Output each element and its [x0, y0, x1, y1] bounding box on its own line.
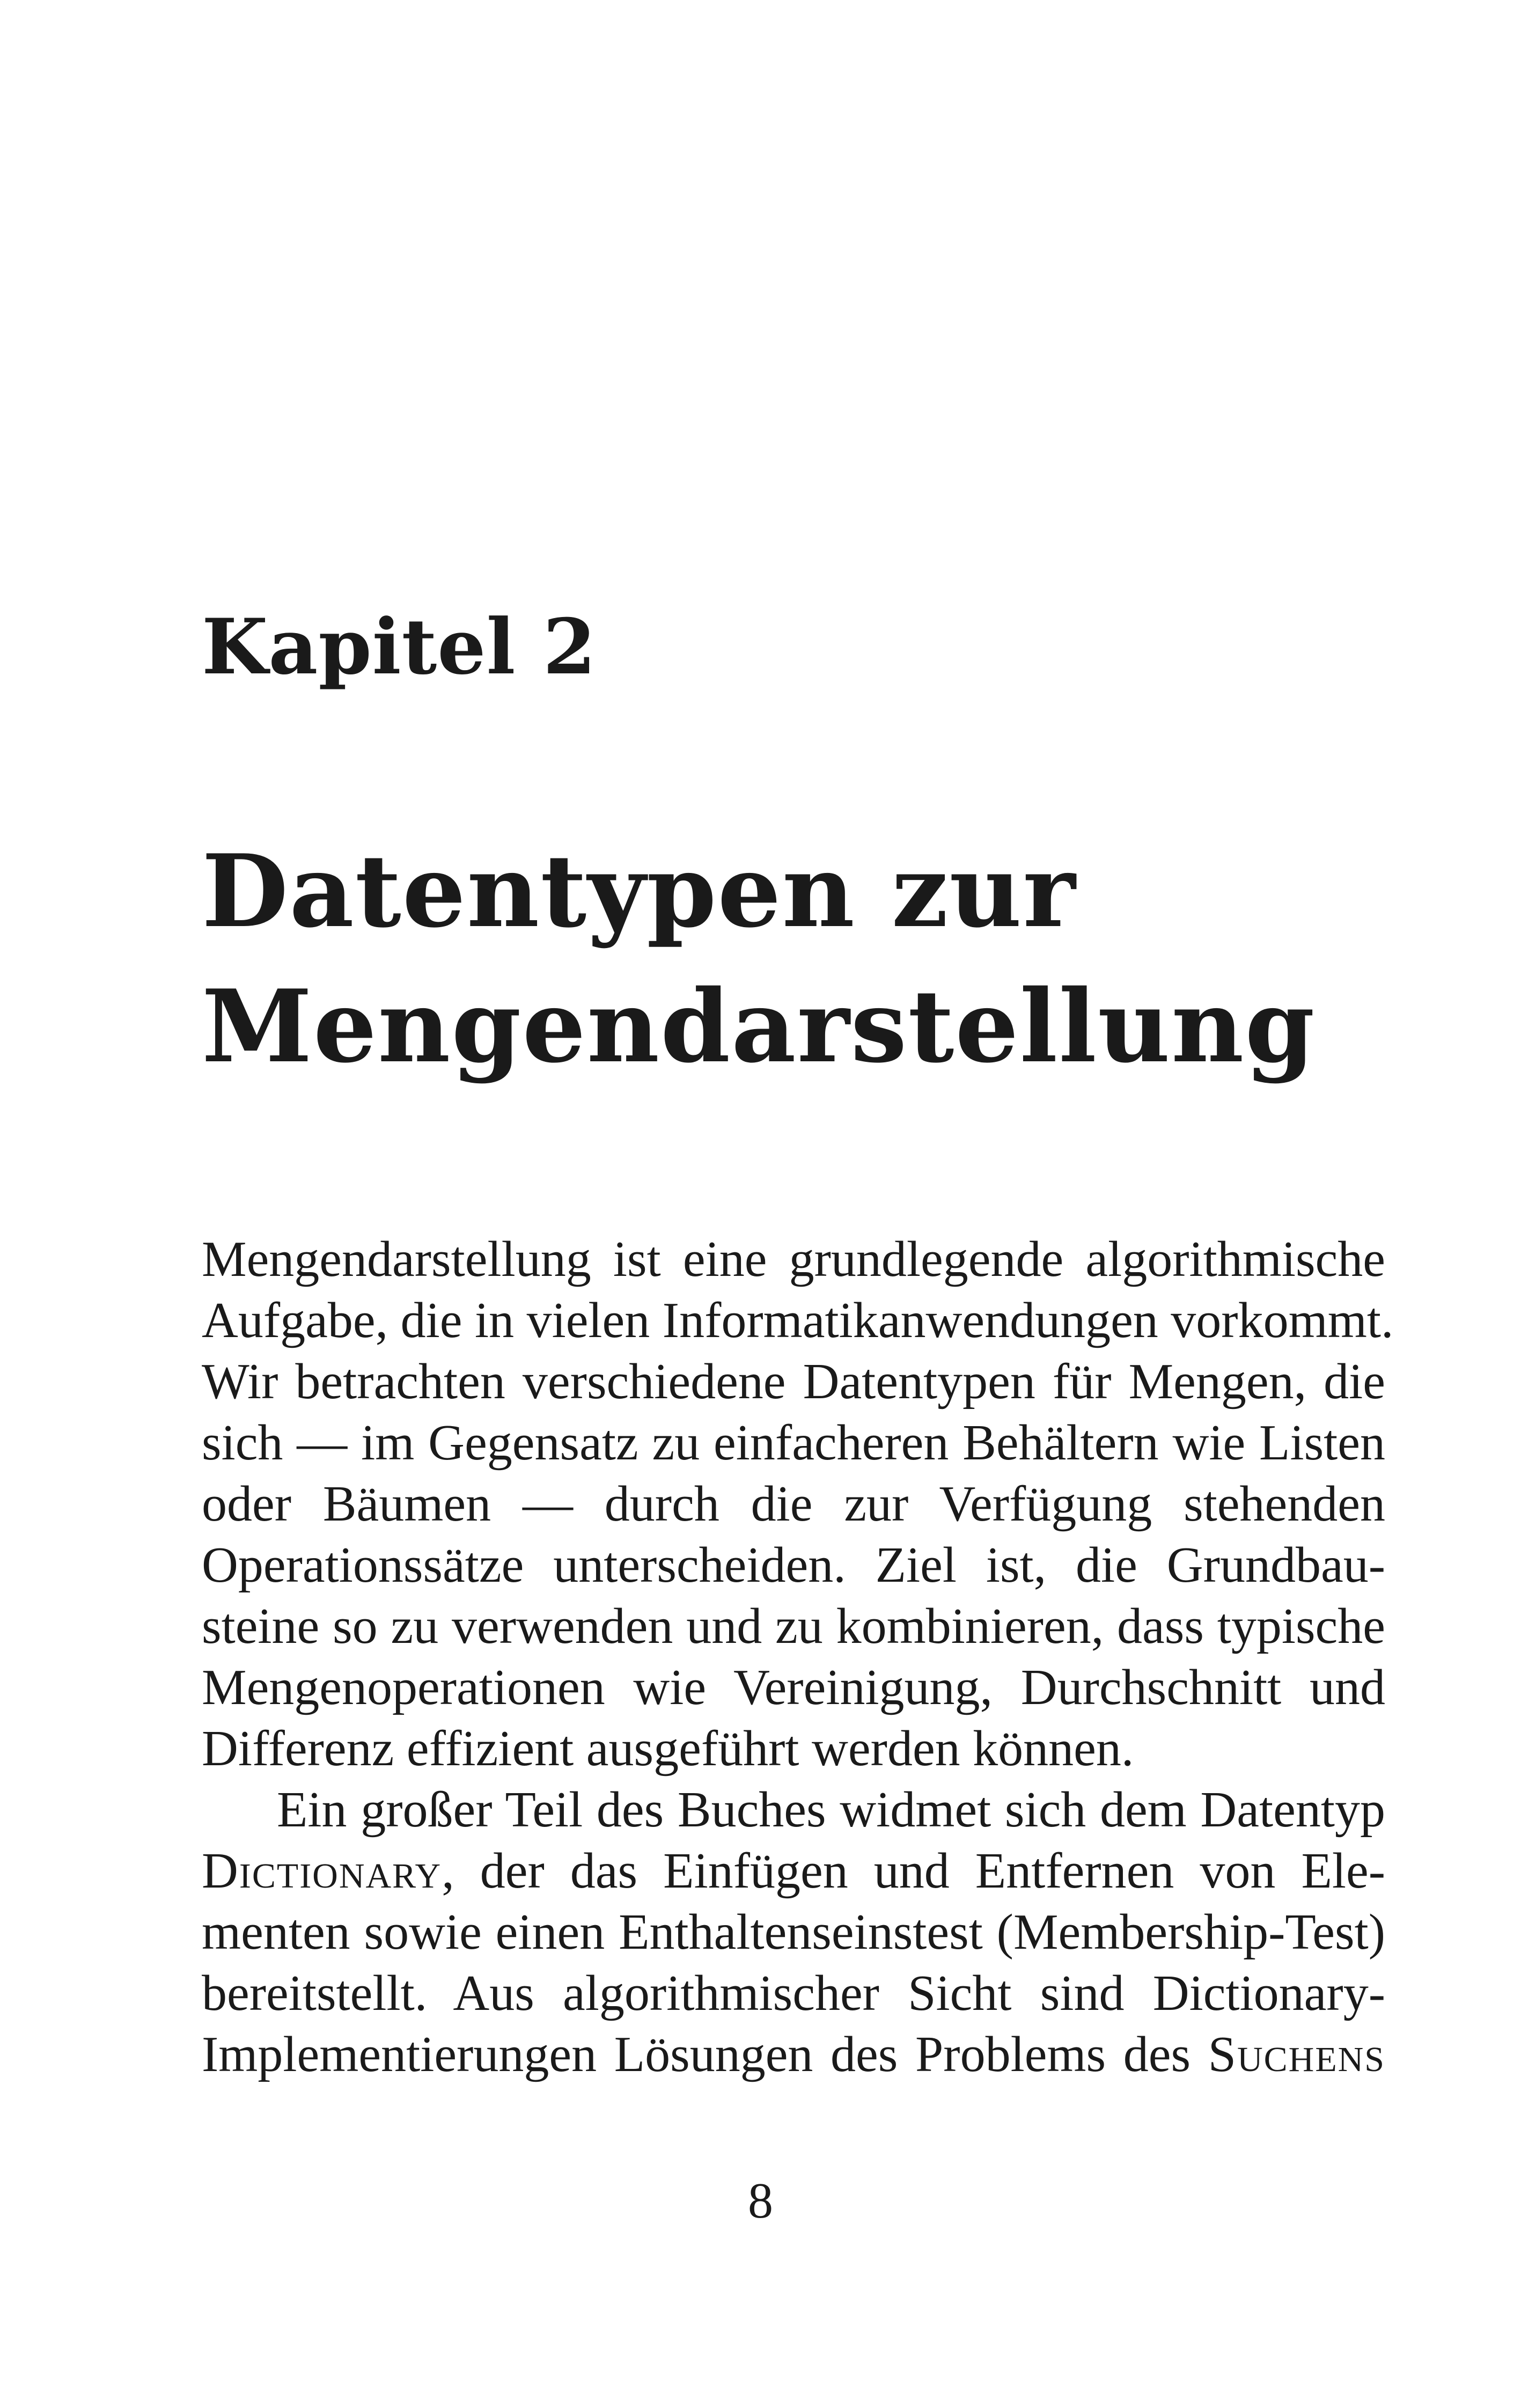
text-line: Wir betrachten verschiedene Datentypen für Mengen, die — [202, 1354, 1385, 1409]
text-line — [202, 2024, 1385, 2085]
chapter-title-line: Datentypen zur — [202, 832, 1077, 950]
text-line: steine so zu verwenden und zu kombinieren, dass typische — [202, 1598, 1385, 1654]
chapter-label: Kapitel 2 — [202, 603, 597, 692]
body-text — [202, 1229, 1394, 2085]
text-line: Mengenoperationen wie Vereinigung, Durchschnitt und — [202, 1660, 1385, 1715]
text-line: Ein großer Teil des Buches widmet sich dem Datentyp — [277, 1782, 1385, 1838]
text-line — [202, 1840, 1385, 1902]
text-span: Implementierungen Lösungen des Problems des — [202, 2027, 1208, 2082]
page-number: 8 — [748, 2173, 773, 2229]
text-span: , der das Einfügen und Entfernen von Ele- — [442, 1843, 1385, 1899]
small-caps-term: Suchens — [1208, 2027, 1385, 2082]
text-line: oder Bäumen — durch die zur Verfügung stehenden — [202, 1476, 1385, 1532]
text-line: Operationssätze unterscheiden. Ziel ist, die Grundbau- — [202, 1537, 1385, 1593]
text-line: menten sowie einen Enthaltenseinstest (Membership-Test) — [202, 1904, 1385, 1960]
text-line: Aufgabe, die in vielen Informatikanwendungen vorkommt. — [202, 1293, 1394, 1348]
text-line: Mengendarstellung ist eine grundlegende algorithmische — [202, 1231, 1385, 1287]
text-line: Differenz effizient ausgeführt werden können. — [202, 1721, 1134, 1776]
small-caps-term: Dictionary — [202, 1843, 442, 1899]
text-line: sich — im Gegensatz zu einfacheren Behältern wie Listen — [202, 1415, 1385, 1471]
paragraph-2 — [202, 1779, 1385, 2085]
text-line: bereitstellt. Aus algorithmischer Sicht sind Dictionary- — [202, 1965, 1385, 2021]
paragraph-1 — [202, 1229, 1394, 1779]
chapter-title — [202, 824, 1316, 1094]
chapter-title-line: Mengendarstellung — [202, 967, 1316, 1085]
